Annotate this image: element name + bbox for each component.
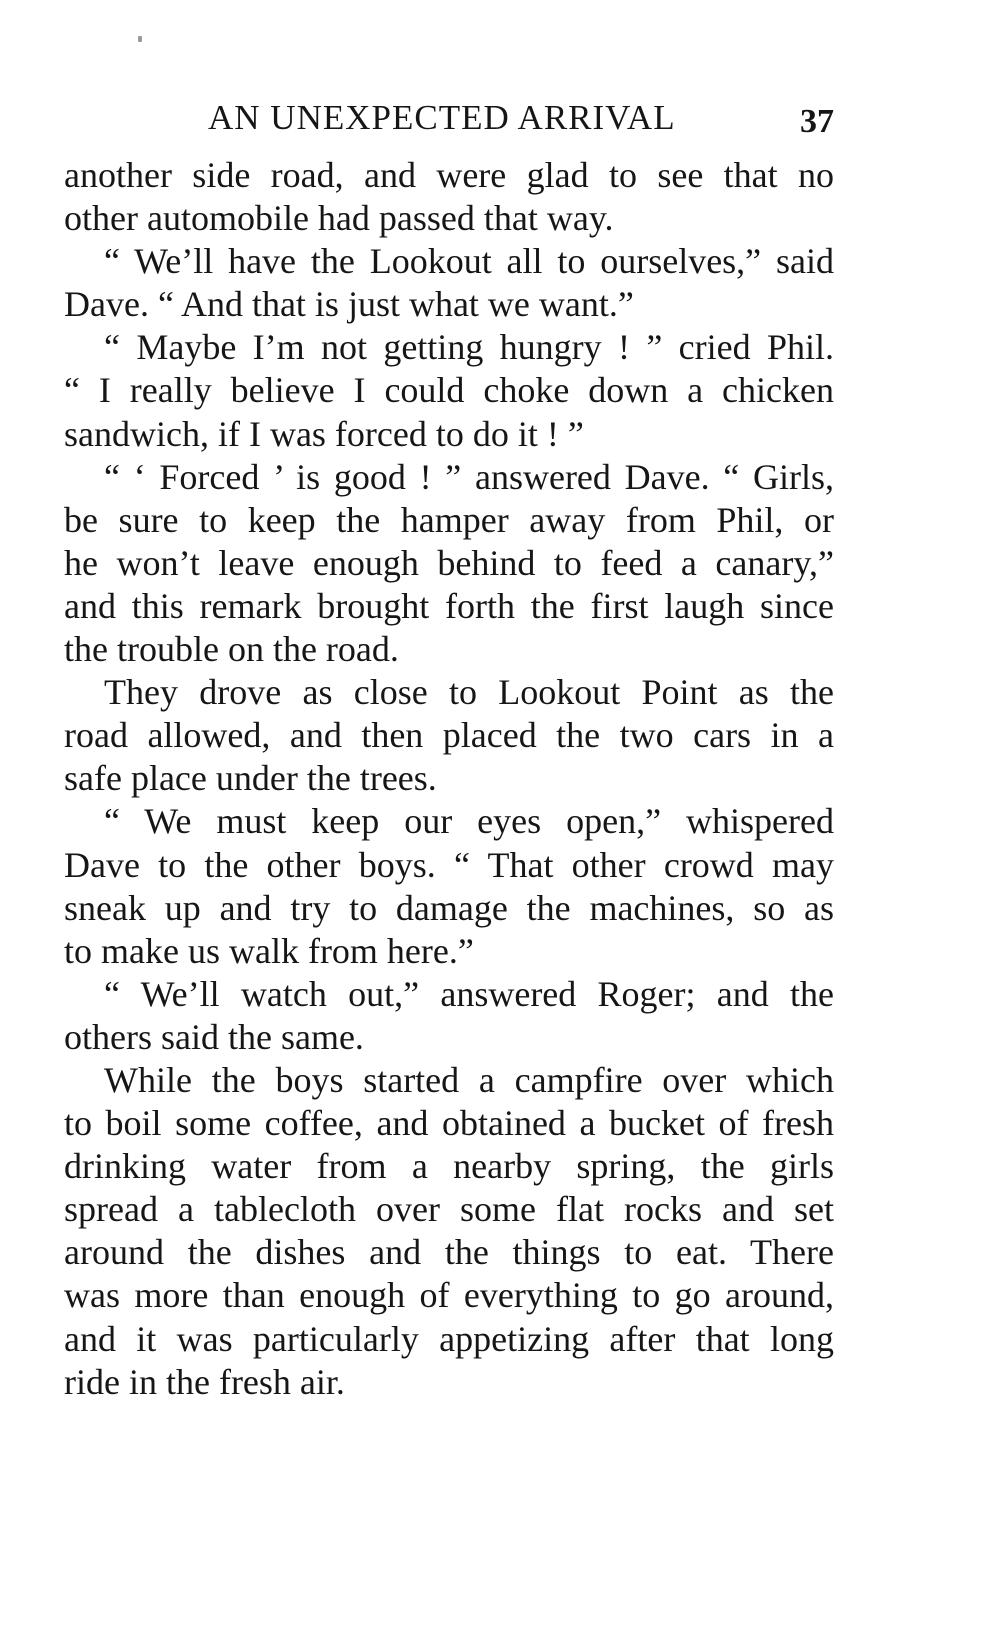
text-line: Dave. “ And that is just what we want.” — [64, 284, 634, 325]
text-line: the trouble on the road. — [64, 629, 399, 670]
text-line: drinking water from a nearby spring, the girls — [64, 1146, 834, 1187]
text-line: be sure to keep the hamper away from Phil, or — [64, 499, 834, 540]
page-number: 37 — [800, 103, 834, 140]
text-line: road allowed, and then placed the two cars in a — [64, 715, 834, 756]
text-line: “ I really believe I could choke down a chicken — [64, 370, 834, 411]
running-header — [64, 94, 834, 142]
text-line: While the boys started a campfire over which — [104, 1059, 834, 1100]
text-line: was more than enough of everything to go around, — [64, 1275, 834, 1316]
text-line: “ We must keep our eyes open,” whispered — [104, 801, 834, 842]
text-line: “ Maybe I’m not getting hungry ! ” cried Phil. — [104, 327, 834, 368]
text-line: he won’t leave enough behind to feed a canary,” — [64, 542, 834, 583]
text-line: around the dishes and the things to eat. There — [64, 1232, 834, 1273]
text-line: others said the same. — [64, 1016, 364, 1057]
text-line: to make us walk from here.” — [64, 930, 474, 971]
chapter-title: AN UNEXPECTED ARRIVAL — [208, 98, 676, 137]
print-speck — [138, 36, 142, 42]
text-line: and this remark brought forth the first laugh since — [64, 585, 834, 626]
text-line: to boil some coffee, and obtained a bucket of fresh — [64, 1103, 834, 1144]
text-line: safe place under the trees. — [64, 758, 437, 799]
text-line: They drove as close to Lookout Point as the — [104, 672, 834, 713]
text-line: another side road, and were glad to see that no — [64, 155, 834, 195]
text-line: “ We’ll have the Lookout all to ourselves,” said — [104, 241, 834, 282]
text-line: sandwich, if I was forced to do it ! ” — [64, 413, 584, 454]
text-line: spread a tablecloth over some flat rocks and set — [64, 1189, 834, 1230]
text-line: “ ‘ Forced ’ is good ! ” answered Dave. “ Girls, — [104, 456, 834, 497]
text-line: Dave to the other boys. “ That other crowd may — [64, 844, 834, 885]
text-line: and it was particularly appetizing after that long — [64, 1318, 834, 1359]
text-line: ride in the fresh air. — [64, 1361, 345, 1402]
text-line: sneak up and try to damage the machines, so as — [64, 887, 834, 928]
text-line: other automobile had passed that way. — [64, 198, 614, 239]
text-line: “ We’ll watch out,” answered Roger; and the — [104, 973, 834, 1014]
body-text — [64, 154, 834, 1404]
